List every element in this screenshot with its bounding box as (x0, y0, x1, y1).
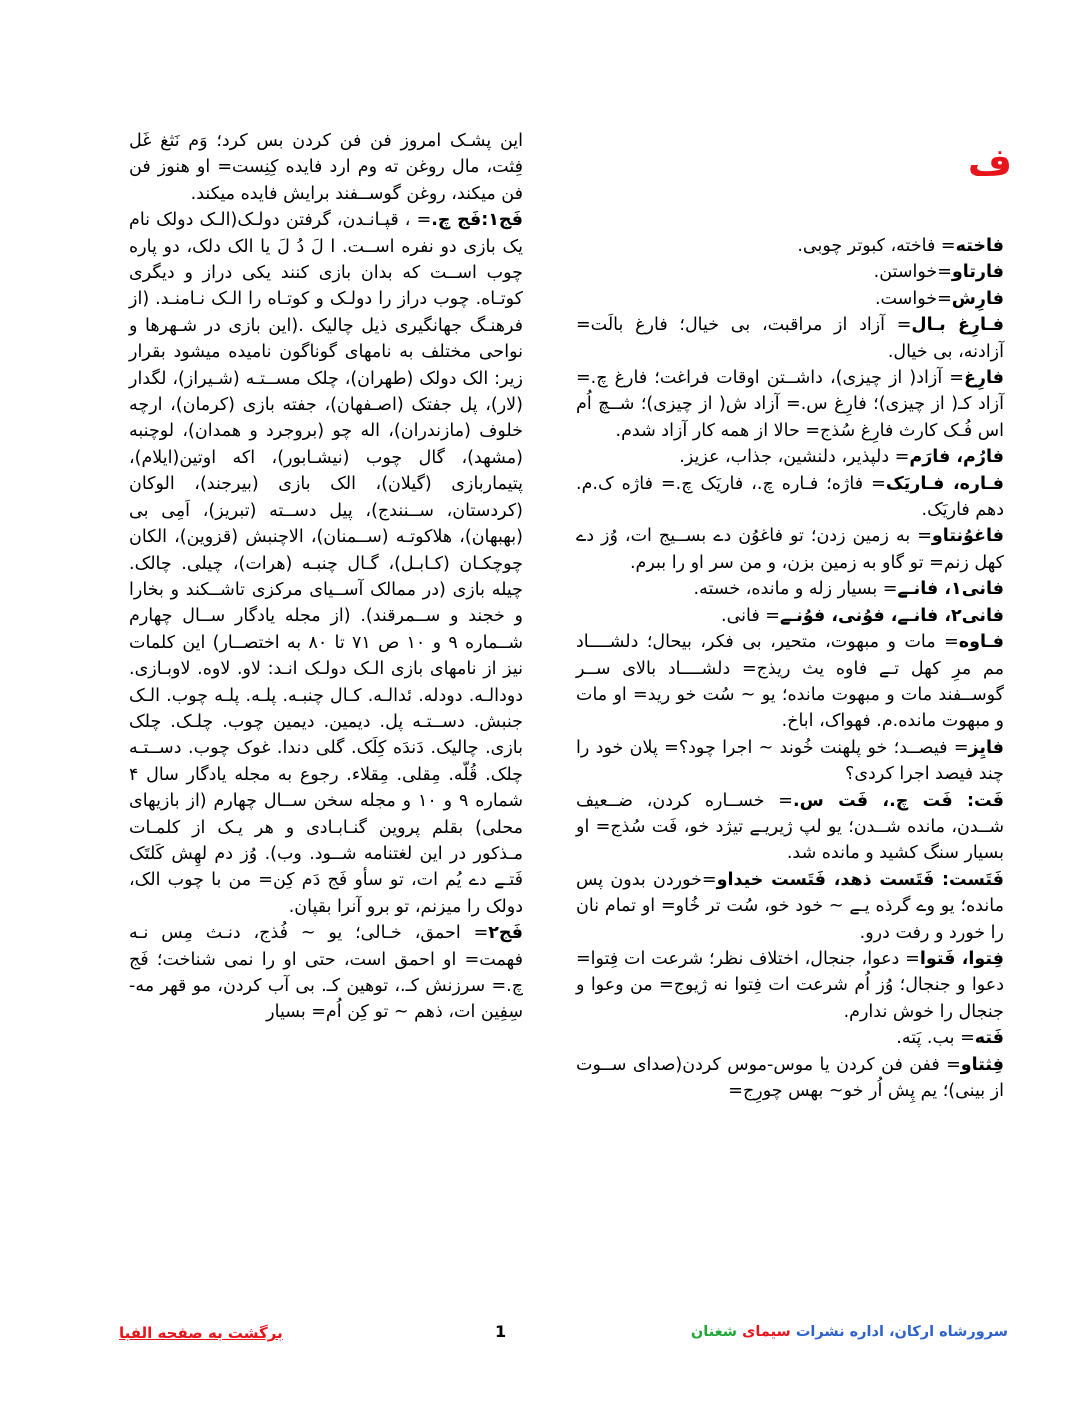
entry-definition: = ففن فن کردن یا موس-موس کردن(صدای ســوت از بینی)؛ یم پِش اُر خو~ بهس چورِج= (576, 1054, 1004, 1101)
entry-headword: فِثتاو (960, 1054, 1004, 1075)
entry-definition: این پشـک امروز فن فن کردن بس کرد؛ وَم نَثغ غَل فِثت، مال روغن ته وم ارد فایده کِنِست= او هنوز فن فن میکند، روغن گوســفند برایش فایده میکند. (129, 131, 523, 204)
entry-definition: = مات و مبهوت، متحیر، بی فکر، بیحال؛ دلشــــاد مم مرِ کهل تـے فاوه یث ریذج= دلشــــاد بالای ســر گوســفند مات و مبهوت مانده؛ یو ~ سُت خو رید= او مات و مبهوت مانده.م. فهواک، اباخ. (576, 632, 1004, 732)
footer-place: شغنان (690, 1324, 738, 1340)
dictionary-entry (576, 867, 1004, 946)
entry-headword: فارُم، فارَم (909, 447, 1004, 468)
dictionary-entry (576, 946, 1004, 1025)
right-column (576, 233, 1004, 1104)
page-number: 1 (495, 1322, 507, 1341)
entry-headword: فارِغ (963, 368, 1004, 389)
dictionary-entry (129, 128, 523, 207)
footer-publisher: سیمای (742, 1324, 791, 1340)
entry-headword: فارتاو (951, 262, 1004, 283)
entry-definition: = دعوا، جنجال، اختلاف نظر؛ شرعت ات فِتوا= دعوا و جنجال؛ وُز اُم شرعت ات فِتوا نه ژیوج= من وعوا و جنجال را خوش ندارم. (576, 948, 1004, 1022)
entry-headword: فَج۱:فَج چ. (431, 210, 523, 231)
dictionary-entry (576, 233, 1004, 259)
entry-definition: = دلپذیر، دلنشین، جذاب، عزیز. (679, 447, 910, 468)
entry-headword: فَتَست: فَتَست ذهد، فَتَست خیداو (716, 869, 1004, 890)
section-letter-heading: ف (967, 140, 1012, 184)
entry-headword: فانی۲، فانـے، فوُنی، فوُنـے (779, 605, 1004, 626)
dictionary-entry (576, 629, 1004, 735)
dictionary-entry (576, 603, 1004, 629)
entry-headword: فَته (974, 1028, 1004, 1049)
dictionary-entry (576, 444, 1004, 470)
dictionary-entry (576, 576, 1004, 602)
dictionary-entry (129, 920, 523, 1026)
entry-definition: = بب. پَته. (896, 1028, 975, 1049)
entry-definition: = فاخته، کبوتر چوبی. (797, 236, 956, 256)
entry-definition: =خوردن بدون پس مانده؛ یو وے گرذه یـے ~ خود خو، سُت تر خُاو= او تمام نان را خورد و رفت درو. (576, 869, 1004, 943)
entry-definition: =خواستن. (873, 262, 952, 283)
footer-author: سرورشاه ارکان، اداره نشرات (790, 1324, 1008, 1340)
dictionary-entry (576, 286, 1004, 312)
entry-definition: = به زمین زدن؛ تو فاغوُن دے بســیج ات، وُز دے کهل زنم= تو گاو به زمین بزن، و من سر او را ببرم. (576, 526, 1004, 573)
entry-headword: فـاره، فـاریَک (885, 473, 1005, 494)
entry-headword: فِتوا، فَتوا (919, 948, 1004, 969)
entry-headword: فاخته (955, 236, 1004, 256)
entry-definition: = آزاد از مراقبت، بی خیال؛ فارغ بالَت= آزادنه، بی خیال. (576, 315, 1004, 362)
dictionary-entry (576, 312, 1004, 365)
entry-headword: فایِز (968, 737, 1004, 758)
entry-definition: = بسیار زله و مانده، خسته. (693, 579, 898, 600)
entry-definition: = آزاد( از چیزی)، داشــتن اوقات فراغت؛ فارغ چ.= آزاد کـ( از چیزی)؛ فارِغ س.= آزاد ش( از چیزی)؛ شــچ اُم اس فُـک کارث فارِغ سُذج= حالا از همه کار آزاد شدم. (576, 368, 1004, 441)
entry-headword: فـاوه (958, 632, 1004, 653)
entry-headword: فَج۲ (488, 923, 523, 944)
dictionary-entry (576, 788, 1004, 867)
entry-definition: = فاژه؛ فـاره چ.، فاریَک چ.= فاژه ک.م. دهم فاریَک. (576, 473, 1004, 521)
entry-headword: فَت: فَت چ.، فَت س. (792, 790, 1004, 811)
dictionary-entry (576, 1052, 1004, 1105)
dictionary-entry (576, 259, 1004, 285)
entry-definition: = فیصــد؛ خو پلهنت خُوند ~ اجرا چود؟= پلان خود را چند فیصد اجرا کردی؟ (576, 737, 1004, 785)
left-column (129, 128, 523, 1026)
entry-headword: فارِش (951, 288, 1004, 309)
entry-definition: = فانی. (721, 605, 780, 626)
entry-definition: = خســاره کردن، ضــعیف شــدن، مانده شــدن؛ یو لپ ژیریـے تیژد خو، فَت سُذج= او بسیار سنگ کشید و مانده شد. (576, 790, 1004, 864)
back-to-alphabet-link[interactable]: برگشت به صفحه الفبا (119, 1324, 283, 1342)
entry-headword: فانی۱، فانـے (897, 579, 1004, 600)
dictionary-entry (129, 207, 523, 920)
entry-definition: = احمق، خـالی؛ یو ~ فُذج، دنـث مِس نـه فهمت= او احمق است، حتی او را نمی شناخت؛ فَج چ.= سرزنش کـ.، توهین کـ. بی آب کردن، مو قهر مه- سِفِین ات، ذهم ~ تو کِن اُم= بسیار (129, 923, 523, 1023)
dictionary-entry (576, 365, 1004, 444)
dictionary-entry (576, 735, 1004, 788)
dictionary-entry (576, 523, 1004, 576)
dictionary-entry (576, 1025, 1004, 1051)
entry-definition: = ، قپـانـدن، گرفتن دولـک(الـک دولک نام یک بازی دو نفره اســت. ا لَ دُ لَ یا الک دلک، دو پاره چوب اســت که بدان بازی کنند یکی دراز و دیگری کوتـاه. چوب دراز را دولـک و کوتـاه را الـک نـامنـد. (از فرهنـگ جهانگیری ذیل چالیک .(این بازی در شـهرها و نواحی مختلف به نامهای گوناگون نامیده میشود بقرار زیر: الک دولک (طهران)، چلک مســتـه (شـیراز)، لگدار (لار)، پل جفتک (اصـفهان)، جفته بازی (کرمان)، ارچه خلوف (مازندران)، اله چو (بروجرد و همدان)، لوچنبه (مشهد)، گال چوب (نیشـابور)، اکه اوتین(ایلام)، پتیماربازی (گیلان)، الک بازی (بیرجند)، الوکان (کردستان، ســنندج)، پیل دســته (تبریز)، اَمِی بی (بهبهان)، هلاکوتـه (ســمنان)، الاچنبش (قزوین)، الکان چوچکـان (کـابـل)، گـال چنبـه (هرات)، چیلی. چالک. چیله بازی (در ممالک آســیای مرکزی تاشــکند و بخارا و خجند و ســمرقند). (از مجله یادگار ســال چهارم شــماره ۹ و ۱۰ ص ۷۱ تا ۸۰ به اختصــار) این کلمات نیز از نامهای بازی الـک دولـک انـد: لاو. لاوه. لاوبـازی. دودالـه. دودله. ئدالـه. کـال چنبـه. پلـه. پلـه چوب. الـک جنبش. دســتـه پل. دیمین. دیمین چوب. چلـک. چلک بازی. چالیک. دَندَه کِلَک. گلی دندا. غوک چوب. دســتـه چلک. قُلّه. مِقلی. مِقلاء. رجوع به مجله یادگار سال ۴ شماره ۹ و ۱۰ و مجله سخن ســال چهارم (از بازیهای محلی) بقلم پروین گنـابـادی و هر یـک از کلمـات مـذکور در این لغتنامه شــود. وب). وُز دم لهِش کَلتَک فَتـے دے یُم ات، تو سأو فَج دَم کِن= من با چوب الک، دولک را میزنم، تو برو آنرا بقپان. (129, 210, 524, 917)
dictionary-entry (576, 471, 1004, 524)
entry-headword: فـارِغ بـال (911, 315, 1004, 336)
entry-definition: =خواست. (874, 288, 952, 309)
entry-headword: فاغوُنتاو (931, 526, 1004, 547)
footer-credit (640, 1324, 1008, 1340)
